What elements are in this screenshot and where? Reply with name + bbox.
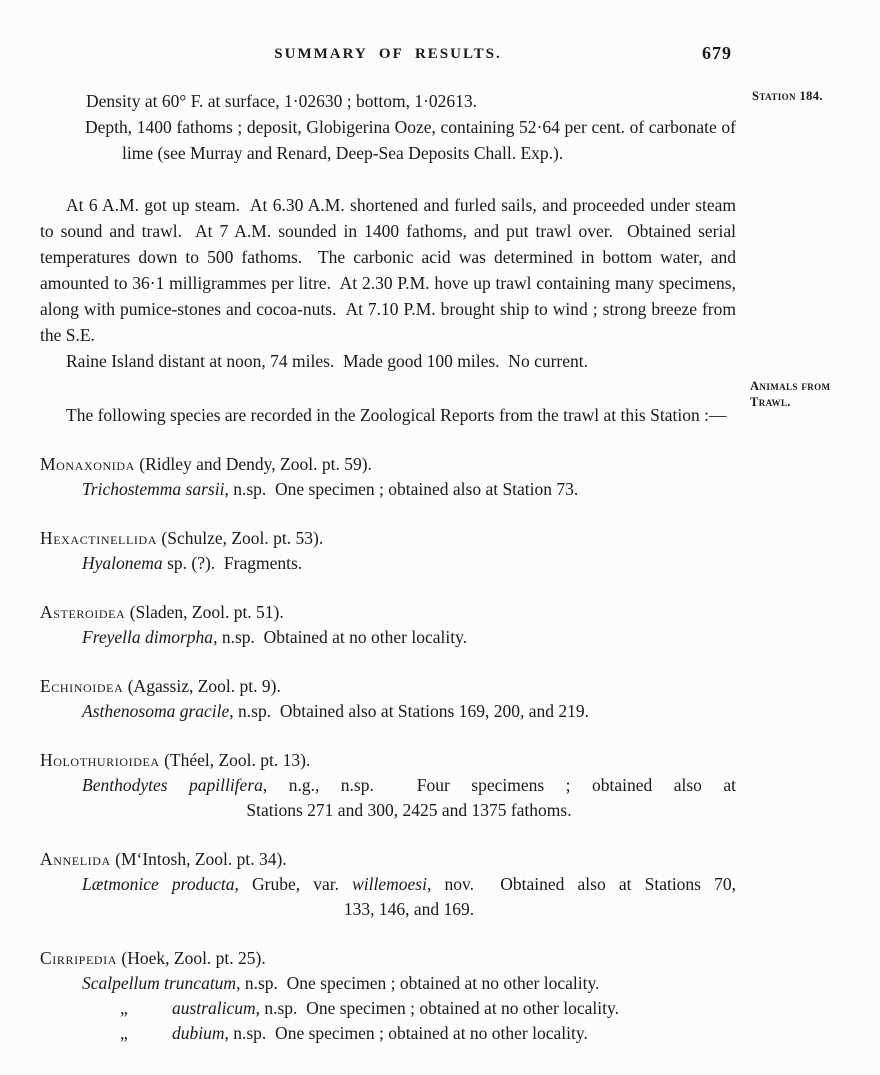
species-line	[40, 996, 736, 1021]
species-intro-paragraph: The following species are recorded in the Zoological Reports from the trawl at this Station :—	[66, 405, 727, 425]
species-binomial: australicum	[172, 998, 256, 1018]
species-binomial: Scalpellum truncatum	[82, 973, 237, 993]
species-line	[40, 798, 736, 823]
species-note: 133, 146, and 169.	[343, 899, 475, 919]
taxon-heading	[40, 674, 736, 699]
species-note: , n.g., n.sp. Four specimens ; obtained also at	[262, 775, 736, 795]
species-binomial: Benthodytes papillifera	[82, 775, 263, 795]
distance-paragraph: Raine Island distant at noon, 74 miles. Made good 100 miles. No current.	[66, 351, 588, 371]
margin-note-animals-from-trawl: Animals from Trawl.	[750, 379, 831, 409]
species-binomial: Trichostemma sarsii	[82, 479, 225, 499]
taxon-entry	[40, 847, 736, 922]
species-binomial: willemoesi	[352, 874, 427, 894]
species-note: , n.sp. Obtained at no other locality.	[213, 627, 468, 647]
species-note: , n.sp. One specimen ; obtained at no other locality.	[255, 998, 619, 1018]
page-number: 679	[702, 43, 732, 63]
taxon-reference: (Sladen, Zool. pt. 51).	[125, 602, 284, 622]
ditto-mark: „	[120, 998, 128, 1018]
taxon-reference: (Hoek, Zool. pt. 25).	[117, 948, 266, 968]
taxon-heading	[40, 946, 736, 971]
species-binomial: dubium	[172, 1023, 225, 1043]
species-line	[40, 897, 736, 922]
taxon-reference: (M‘Intosh, Zool. pt. 34).	[110, 849, 287, 869]
species-list	[40, 452, 736, 1046]
running-head	[40, 43, 736, 68]
species-line	[40, 699, 736, 724]
taxon-entry	[40, 600, 736, 650]
species-note: , n.sp. One specimen ; obtained also at Station 73.	[224, 479, 579, 499]
species-note: , n.sp. Obtained also at Stations 169, 200, and 219.	[229, 701, 589, 721]
taxon-reference: (Ridley and Dendy, Zool. pt. 59).	[134, 454, 372, 474]
species-note: , Grube, var.	[234, 874, 353, 894]
species-note: Stations 271 and 300, 2425 and 1375 fathoms.	[246, 800, 572, 820]
taxon-name: Hexactinellida	[40, 528, 158, 548]
species-binomial: Freyella dimorpha	[82, 627, 214, 647]
station-summary	[40, 88, 736, 166]
taxon-entry	[40, 452, 736, 502]
species-note: sp. (?). Fragments.	[162, 553, 303, 573]
species-line	[40, 551, 736, 576]
taxon-heading	[40, 748, 736, 773]
taxon-reference: (Agassiz, Zool. pt. 9).	[123, 676, 281, 696]
taxon-name: Monaxonida	[40, 454, 135, 474]
species-line	[40, 625, 736, 650]
taxon-heading	[40, 452, 736, 477]
taxon-name: Annelida	[40, 849, 111, 869]
ditto-mark: „	[120, 1023, 128, 1043]
species-binomial: Lætmonice producta	[82, 874, 235, 894]
species-note: , n.sp. One specimen ; obtained at no other locality.	[224, 1023, 588, 1043]
taxon-heading	[40, 526, 736, 551]
taxon-heading	[40, 600, 736, 625]
species-note: , n.sp. One specimen ; obtained at no other locality.	[236, 973, 600, 993]
taxon-name: Echinoidea	[40, 676, 124, 696]
taxon-name: Asteroidea	[40, 602, 126, 622]
taxon-heading	[40, 847, 736, 872]
taxon-entry	[40, 946, 736, 1046]
taxon-entry	[40, 526, 736, 576]
species-line	[40, 1021, 736, 1046]
taxon-entry	[40, 674, 736, 724]
species-line	[40, 773, 736, 798]
taxon-entry	[40, 748, 736, 823]
log-paragraph: At 6 A.M. got up steam. At 6.30 A.M. shortened and furled sails, and proceeded under steam to sound and trawl. At 7 A.M. sounded in 1400 fathoms, and put trawl over. Obtained serial temperatures down to 500 fathoms. The carbonic acid was determined in bottom water, and amounted to 36·1 milligrammes per litre. At 2.30 P.M. hove up trawl containing many specimens, along with pumice-stones and cocoa-nuts. At 7.10 P.M. brought ship to wind ; strong breeze from the S.E.	[40, 195, 736, 345]
taxon-name: Holothurioidea	[40, 750, 160, 770]
density-line: Density at 60° F. at surface, 1·02630 ; bottom, 1·02613.	[86, 91, 478, 111]
main-column	[40, 43, 736, 1046]
page-title: SUMMARY OF RESULTS.	[274, 46, 502, 62]
taxon-reference: (Théel, Zool. pt. 13).	[159, 750, 311, 770]
species-line	[40, 872, 736, 897]
species-note: , nov. Obtained also at Stations 70,	[426, 874, 736, 894]
species-line	[40, 971, 736, 996]
species-binomial: Asthenosoma gracile	[82, 701, 230, 721]
taxon-name: Cirripedia	[40, 948, 118, 968]
margin-note-station: Station 184.	[752, 89, 823, 103]
species-line	[40, 477, 736, 502]
species-binomial: Hyalonema	[82, 553, 163, 573]
depth-line: Depth, 1400 fathoms ; deposit, Globigerina Ooze, containing 52·64 per cent. of carbonate of lime (see Murray and Renard, Deep-Sea Deposits Chall. Exp.).	[85, 117, 736, 163]
taxon-reference: (Schulze, Zool. pt. 53).	[157, 528, 324, 548]
